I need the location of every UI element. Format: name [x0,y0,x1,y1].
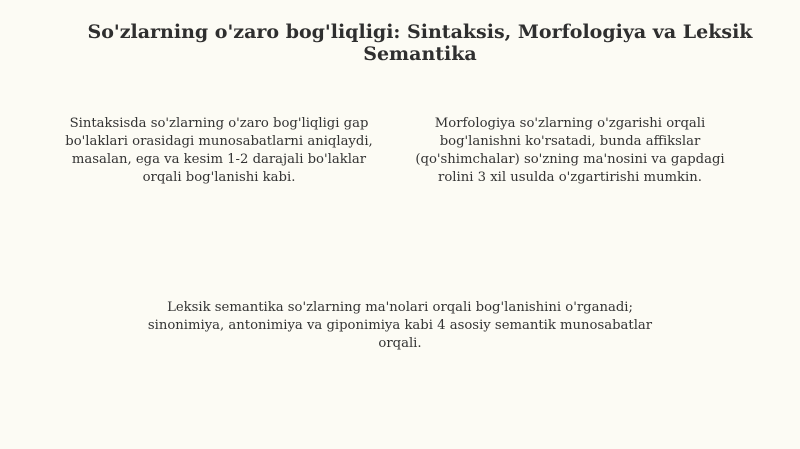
slide-title: So'zlarning o'zaro bog'liqligi: Sintaksis, Morfologiya va Leksik Semantika [87,21,753,65]
morphology-paragraph: Morfologiya so'zlarning o'zgarishi orqali bog'lanishni ko'rsatadi, bunda affikslar (qo'shimchalar) so'zning ma'nosini va gapdagi rolini 3 xil usulda o'zgartirishi mumkin. [415,116,725,185]
semantics-paragraph: Leksik semantika so'zlarning ma'nolari orqali bog'lanishini o'rganadi; sinonimiya, antonimiya va giponimiya kabi 4 asosiy semantik munosabatlar orqali. [147,300,653,351]
syntax-paragraph: Sintaksisda so'zlarning o'zaro bog'liqligi gap bo'laklari orasidagi munosabatlarni aniqlaydi, masalan, ega va kesim 1-2 darajali bo'laklar orqali bog'lanishi kabi. [65,116,373,185]
